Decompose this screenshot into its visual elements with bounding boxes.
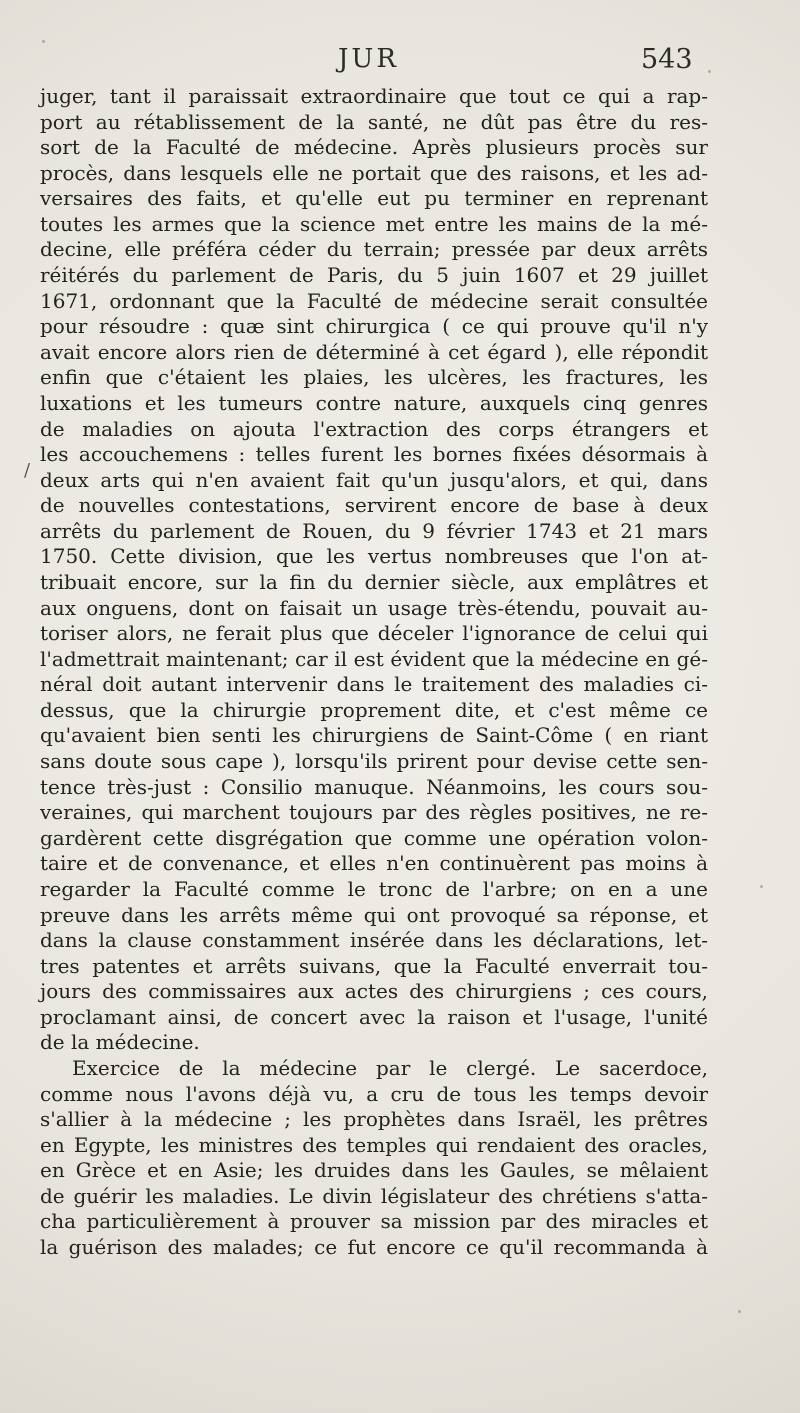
text-line: de la médecine.: [40, 1030, 200, 1055]
text-line: deux arts qui n'en avaient fait qu'un jusqu'alors, et qui, dans: [40, 467, 708, 492]
text-line: de maladies on ajouta l'extraction des corps étrangers et: [40, 416, 708, 441]
text-line: 1671, ordonnant que la Faculté de médecine serait consultée: [40, 288, 708, 313]
text-line: luxations et les tumeurs contre nature, auxquels cinq genres: [40, 390, 708, 415]
paper-speck: [760, 885, 763, 888]
text-line: decine, elle préféra céder du terrain; pressée par deux arrêts: [40, 237, 708, 262]
text-line: s'allier à la médecine ; les prophètes dans Israël, les prêtres: [40, 1107, 708, 1132]
text-line: sort de la Faculté de médecine. Après plusieurs procès sur: [40, 135, 708, 160]
text-line: port au rétablissement de la santé, ne dût pas être du res-: [40, 109, 708, 134]
text-line: veraines, qui marchent toujours par des règles positives, ne re-: [40, 800, 708, 825]
text-line: 1750. Cette division, que les vertus nombreuses que l'on at-: [40, 544, 708, 569]
text-line: procès, dans lesquels elle ne portait que des raisons, et les ad-: [40, 160, 708, 185]
text-line: preuve dans les arrêts même qui ont provoqué sa réponse, et: [40, 902, 708, 927]
paper-speck: [708, 70, 711, 73]
text-line: pour résoudre : quæ sint chirurgica ( ce qui prouve qu'il n'y: [40, 314, 708, 339]
text-line: tence très-just : Consilio manuque. Néanmoins, les cours sou-: [40, 774, 708, 799]
text-line: jours des commissaires aux actes des chirurgiens ; ces cours,: [40, 979, 708, 1004]
text-line: dans la clause constamment insérée dans les déclarations, let-: [40, 928, 708, 953]
text-line: toriser alors, ne ferait plus que déceler l'ignorance de celui qui: [40, 621, 708, 646]
text-line: enfin que c'étaient les plaies, les ulcères, les fractures, les: [40, 365, 708, 390]
text-line: gardèrent cette disgrégation que comme une opération volon-: [40, 825, 708, 850]
text-line: taire et de convenance, et elles n'en continuèrent pas moins à: [40, 851, 708, 876]
section-heading-line: Exercice de la médecine par le clergé. Le sacerdoce,: [72, 1055, 708, 1080]
text-line: néral doit autant intervenir dans le traitement des maladies ci-: [40, 672, 708, 697]
text-line: l'admettrait maintenant; car il est évident que la médecine en gé-: [40, 646, 708, 671]
text-line: en Grèce et en Asie; les druides dans les Gaules, se mêlaient: [40, 1158, 708, 1183]
text-line: tribuait encore, sur la fin du dernier siècle, aux emplâtres et: [40, 569, 708, 594]
text-line: comme nous l'avons déjà vu, a cru de tous les temps devoir: [40, 1081, 708, 1106]
text-line: de nouvelles contestations, servirent encore de base à deux: [40, 493, 708, 518]
text-line: la guérison des malades; ce fut encore ce qu'il recommanda à: [40, 1235, 708, 1260]
text-line: avait encore alors rien de déterminé à cet égard ), elle répondit: [40, 339, 708, 364]
text-line: arrêts du parlement de Rouen, du 9 février 1743 et 21 mars: [40, 518, 708, 543]
text-line: dessus, que la chirurgie proprement dite, et c'est même ce: [40, 697, 708, 722]
running-head: JUR: [338, 44, 399, 74]
text-line: qu'avaient bien senti les chirurgiens de Saint-Côme ( en riant: [40, 723, 708, 748]
text-line: cha particulièrement à prouver sa mission par des miracles et: [40, 1209, 708, 1234]
margin-mark: /: [24, 460, 31, 481]
text-line: juger, tant il paraissait extraordinaire que tout ce qui a rap-: [40, 84, 708, 108]
body-text: [40, 84, 708, 1261]
text-line: tres patentes et arrêts suivans, que la Faculté enverrait tou-: [40, 953, 708, 978]
text-line: les accouchemens : telles furent les bornes fixées désormais à: [40, 442, 708, 467]
text-line: de guérir les maladies. Le divin législateur des chrétiens s'atta-: [40, 1183, 708, 1208]
text-line: en Egypte, les ministres des temples qui rendaient des oracles,: [40, 1132, 708, 1157]
text-line: toutes les armes que la science met entre les mains de la mé-: [40, 211, 708, 236]
text-line: regarder la Faculté comme le tronc de l'arbre; on en a une: [40, 876, 708, 901]
text-line: réitérés du parlement de Paris, du 5 juin 1607 et 29 juillet: [40, 263, 708, 288]
text-line: sans doute sous cape ), lorsqu'ils prirent pour devise cette sen-: [40, 749, 708, 774]
paper-speck: [42, 40, 45, 43]
paper-speck: [738, 1310, 741, 1313]
text-line: aux onguens, dont on faisait un usage très-étendu, pouvait au-: [40, 595, 708, 620]
page-header: [0, 44, 800, 78]
text-line: proclamant ainsi, de concert avec la raison et l'usage, l'unité: [40, 1004, 708, 1029]
text-line: versaires des faits, et qu'elle eut pu terminer en reprenant: [40, 186, 708, 211]
page-number: 543: [641, 44, 693, 75]
